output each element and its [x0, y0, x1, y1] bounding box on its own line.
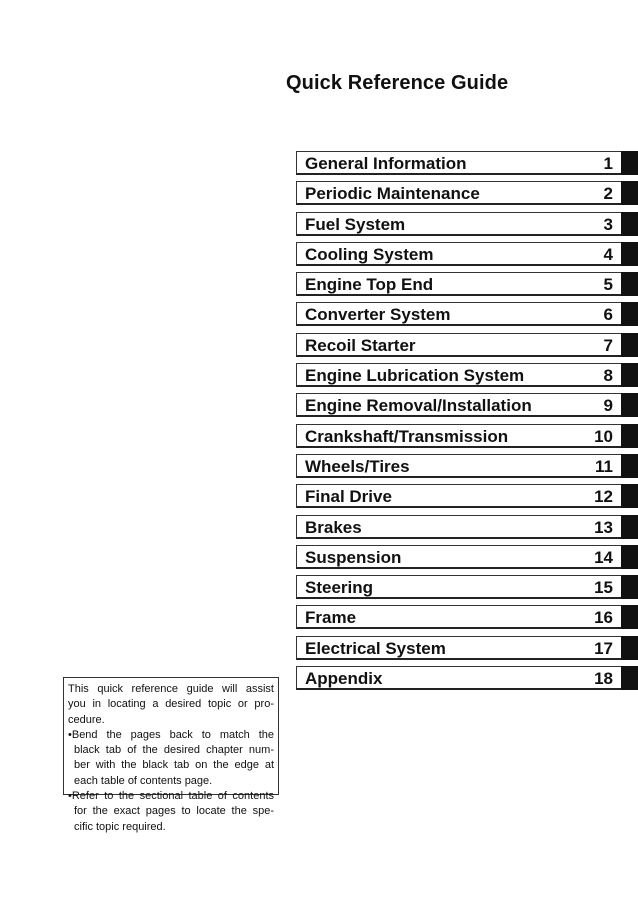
page-title: Quick Reference Guide	[286, 72, 509, 94]
chapter-label: Cooling System	[305, 244, 434, 264]
chapter-label: Final Drive	[305, 487, 392, 507]
chapter-tab	[621, 545, 638, 569]
chapter-label: Recoil Starter	[305, 335, 416, 355]
usage-note	[63, 677, 279, 833]
chapter-index	[296, 151, 638, 696]
chapter-label: Wheels/Tires	[305, 456, 410, 476]
chapter-number: 6	[603, 305, 613, 325]
chapter-row-final-drive[interactable]	[296, 484, 638, 508]
chapter-label: Steering	[305, 578, 374, 598]
chapter-number: 3	[603, 214, 613, 234]
chapter-number: 15	[594, 578, 613, 598]
chapter-label: General Information	[305, 154, 467, 173]
chapter-label: Brakes	[305, 517, 362, 537]
chapter-tab	[621, 666, 638, 690]
chapter-tab	[621, 212, 638, 236]
chapter-number: 9	[603, 396, 613, 416]
chapter-row-steering[interactable]	[296, 575, 638, 599]
chapter-row-converter-system[interactable]	[296, 302, 638, 326]
chapter-row-brakes[interactable]	[296, 515, 638, 539]
chapter-number: 5	[603, 275, 613, 295]
chapter-label: Fuel System	[305, 214, 406, 234]
chapter-tab	[621, 454, 638, 478]
note-line: black tab of the desired chapter num-	[74, 744, 274, 757]
chapter-tab	[621, 272, 638, 296]
note-line: •Bend the pages back to match the	[68, 728, 274, 741]
note-line: cedure.	[68, 713, 105, 726]
chapter-number: 1	[603, 154, 613, 173]
chapter-row-appendix[interactable]	[296, 666, 638, 690]
chapter-label: Suspension	[305, 547, 402, 567]
chapter-number: 13	[594, 517, 613, 537]
chapter-row-wheels-tires[interactable]	[296, 454, 638, 478]
chapter-number: 14	[594, 547, 613, 567]
note-line: This quick reference guide will assist	[68, 683, 274, 695]
chapter-tab	[621, 575, 638, 599]
chapter-number: 2	[603, 184, 613, 204]
chapter-row-periodic-maintenance[interactable]	[296, 181, 638, 205]
chapter-number: 17	[594, 638, 613, 658]
chapter-label: Periodic Maintenance	[305, 184, 480, 204]
chapter-row-engine-top-end[interactable]	[296, 272, 638, 296]
chapter-number: 7	[603, 335, 613, 355]
chapter-label: Electrical System	[305, 638, 446, 658]
chapter-number: 12	[594, 487, 613, 507]
chapter-tab	[621, 636, 638, 660]
note-line: ber with the black tab on the edge at	[74, 759, 274, 772]
chapter-number: 11	[595, 456, 613, 476]
chapter-row-general-information[interactable]	[296, 151, 638, 175]
chapter-tab	[621, 363, 638, 387]
chapter-tab	[621, 484, 638, 508]
chapter-number: 8	[603, 366, 613, 386]
chapter-row-cooling-system[interactable]	[296, 242, 638, 266]
note-line: you in locating a desired topic or pro-	[68, 698, 274, 711]
chapter-tab	[621, 181, 638, 205]
chapter-row-suspension[interactable]	[296, 545, 638, 569]
chapter-row-crankshaft-transmission[interactable]	[296, 424, 638, 448]
chapter-label: Appendix	[305, 669, 383, 689]
chapter-label: Crankshaft/Transmission	[305, 426, 509, 446]
chapter-label: Frame	[305, 608, 357, 628]
chapter-tab	[621, 605, 638, 629]
chapter-row-engine-lubrication-system[interactable]	[296, 363, 638, 387]
chapter-row-recoil-starter[interactable]	[296, 333, 638, 357]
chapter-number: 10	[594, 426, 613, 446]
chapter-label: Engine Removal/Installation	[305, 396, 532, 416]
note-line: for the exact pages to locate the spe-	[74, 805, 274, 818]
chapter-number: 16	[594, 608, 613, 628]
chapter-number: 4	[603, 244, 613, 264]
note-line: cific topic required.	[74, 820, 166, 833]
chapter-row-frame[interactable]	[296, 605, 638, 629]
chapter-tab	[621, 151, 638, 175]
chapter-label: Engine Top End	[305, 275, 434, 295]
chapter-label: Engine Lubrication System	[305, 366, 525, 386]
chapter-tab	[621, 302, 638, 326]
chapter-row-fuel-system[interactable]	[296, 212, 638, 236]
chapter-tab	[621, 424, 638, 448]
chapter-tab	[621, 515, 638, 539]
note-line: •Refer to the sectional table of contents	[68, 790, 274, 803]
chapter-label: Converter System	[305, 305, 451, 325]
note-line: each table of contents page.	[74, 774, 213, 787]
chapter-row-electrical-system[interactable]	[296, 636, 638, 660]
chapter-row-engine-removal-installation[interactable]	[296, 393, 638, 417]
chapter-number: 18	[594, 669, 613, 689]
chapter-tab	[621, 393, 638, 417]
chapter-tab	[621, 242, 638, 266]
chapter-tab	[621, 333, 638, 357]
